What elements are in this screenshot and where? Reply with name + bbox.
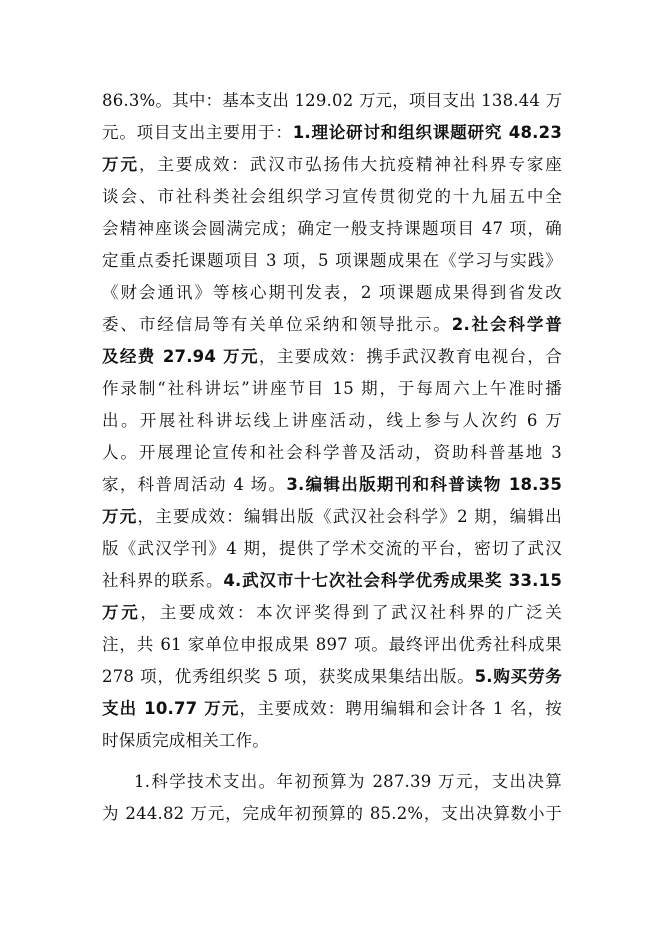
text-run: 家，科普周活动 4 场。 bbox=[102, 475, 287, 494]
text-line bbox=[102, 798, 562, 830]
text-run: 委、市经信局等有关单位采纳和领导批示。 bbox=[102, 315, 452, 334]
text-line bbox=[102, 661, 562, 693]
text-run: 人。开展理论宣传和社会科学普及活动，资助科普基地 3 bbox=[102, 443, 562, 462]
text-run: 86.3%。其中：基本支出 129.02 万元，项目支出 138.44 万 bbox=[102, 91, 563, 110]
text-line bbox=[102, 181, 562, 213]
text-line bbox=[102, 309, 562, 341]
text-run: ，主要成效：本次评奖得到了武汉社科界的广泛关 bbox=[140, 603, 562, 622]
text-line bbox=[102, 149, 562, 181]
text-run: 谈会、市社科类社会组织学习宣传贯彻党的十九届五中全 bbox=[102, 187, 562, 206]
text-run: 作录制“社科讲坛”讲座节目 15 期，于每周六上午准时播 bbox=[102, 379, 562, 398]
text-line bbox=[134, 766, 562, 798]
text-run: 1.科学技术支出。年初预算为 287.39 万元，支出决算 bbox=[134, 772, 562, 791]
text-run: 元。项目支出主要用于： bbox=[102, 123, 293, 142]
text-run: 会精神座谈会圆满完成；确定一般支持课题项目 47 项，确 bbox=[102, 219, 562, 238]
text-run: 时保质完成相关工作。 bbox=[102, 731, 269, 750]
bold-heading-run: 万元 bbox=[102, 507, 138, 526]
text-line bbox=[102, 725, 562, 757]
text-line bbox=[102, 341, 562, 373]
text-line bbox=[102, 277, 562, 309]
bold-heading-run: 支出 10.77 万元 bbox=[102, 699, 240, 718]
text-line bbox=[102, 693, 562, 725]
text-line bbox=[102, 565, 562, 597]
text-line bbox=[102, 597, 562, 629]
bold-heading-run: 万元 bbox=[102, 603, 141, 622]
text-run: 注，共 61 家单位申报成果 897 项。最终评出优秀社科成果 bbox=[102, 635, 562, 654]
text-run: 社科界的联系。 bbox=[102, 571, 224, 590]
text-line bbox=[102, 213, 562, 245]
text-run: 为 244.82 万元，完成年初预算的 85.2%，支出决算数小于 bbox=[102, 804, 562, 823]
text-run: 《财会通讯》等核心期刊发表，2 项课题成果得到省发改 bbox=[102, 283, 562, 302]
text-line bbox=[102, 405, 562, 437]
text-run: ，主要成效：聘用编辑和会计各 1 名，按 bbox=[239, 699, 562, 718]
text-line bbox=[102, 533, 562, 565]
text-line bbox=[102, 373, 562, 405]
bold-heading-run: 4.武汉市十七次社会科学优秀成果奖 33.15 bbox=[223, 571, 562, 590]
text-run: 278 项，优秀组织奖 5 项，获奖成果集结出版。 bbox=[102, 667, 475, 686]
bold-heading-run: 5.购买劳务 bbox=[474, 667, 562, 686]
text-run: ，主要成效：携手武汉教育电视台，合 bbox=[258, 347, 562, 366]
text-line bbox=[102, 117, 562, 149]
text-run: 出。开展社科讲坛线上讲座活动，线上参与人次约 6 万 bbox=[102, 411, 562, 430]
bold-heading-run: 及经费 27.94 万元 bbox=[102, 347, 259, 366]
text-line bbox=[102, 85, 562, 117]
bold-heading-run: 2.社会科学普 bbox=[451, 315, 562, 334]
bold-heading-run: 万元 bbox=[102, 155, 139, 174]
text-run: ，主要成效：编辑出版《武汉社会科学》2 期，编辑出 bbox=[137, 507, 562, 526]
text-line bbox=[102, 245, 562, 277]
text-line bbox=[102, 629, 562, 661]
text-line bbox=[102, 437, 562, 469]
text-run: 定重点委托课题项目 3 项，5 项课题成果在《学习与实践》 bbox=[102, 251, 562, 270]
text-run: ，主要成效：武汉市弘扬伟大抗疫精神社科界专家座 bbox=[138, 155, 562, 174]
bold-heading-run: 1.理论研讨和组织课题研究 48.23 bbox=[292, 123, 562, 142]
text-line bbox=[102, 501, 562, 533]
bold-heading-run: 3.编辑出版期刊和科普读物 18.35 bbox=[286, 475, 563, 494]
text-line bbox=[102, 469, 562, 501]
text-run: 版《武汉学刊》4 期，提供了学术交流的平台，密切了武汉 bbox=[102, 539, 562, 558]
